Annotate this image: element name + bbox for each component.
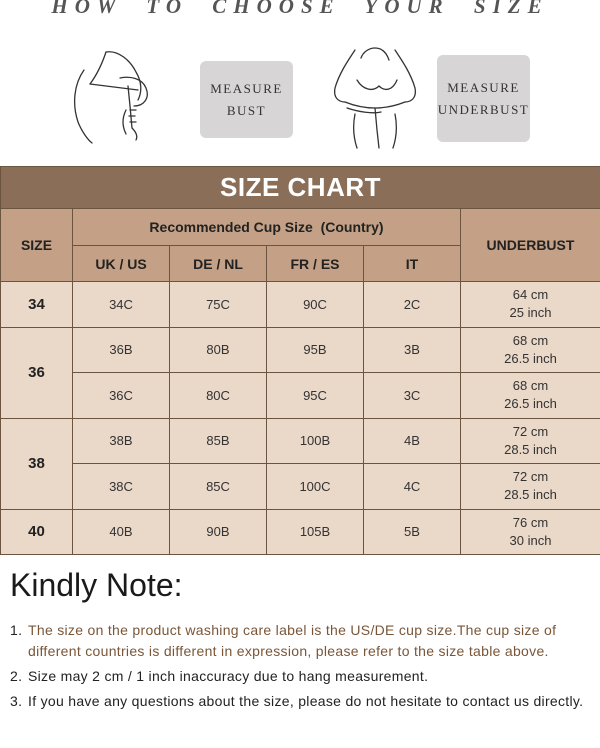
- underbust-cell: [461, 327, 600, 372]
- cup-cell: 100C: [267, 464, 364, 509]
- note-text: If you have any questions about the size, please do not hesitate to contact us directly.: [28, 693, 584, 709]
- cup-cell: 90C: [267, 282, 364, 327]
- size-cell: 40: [1, 509, 73, 554]
- underbust-cell: [461, 418, 600, 463]
- note-number: 2.: [10, 668, 23, 684]
- measure-underbust-line2: UNDERBUST: [437, 101, 530, 117]
- note-text: Size may 2 cm / 1 inch inaccuracy due to hang measurement.: [28, 668, 429, 684]
- size-cell: 36: [1, 327, 73, 418]
- note-item-1: [10, 620, 592, 662]
- underbust-cm: 72 cm: [512, 423, 549, 439]
- size-chart-table: [0, 166, 600, 555]
- measure-underbust-label: [437, 55, 530, 142]
- table-row: [1, 327, 600, 372]
- table-row: [1, 418, 600, 463]
- note-item-2: [10, 666, 592, 687]
- cup-cell: 34C: [73, 282, 170, 327]
- size-cell: 34: [1, 282, 73, 327]
- cup-cell: 105B: [267, 509, 364, 554]
- kindly-note-title: Kindly Note:: [10, 567, 183, 603]
- underbust-cm: 68 cm: [512, 332, 549, 348]
- underbust-cm: 72 cm: [512, 469, 549, 485]
- country-header-de-nl: DE / NL: [170, 245, 267, 281]
- underbust-inch: 25 inch: [509, 305, 552, 321]
- cup-cell: 85C: [170, 464, 267, 509]
- underbust-inch: 30 inch: [509, 532, 552, 548]
- cup-cell: 40B: [73, 509, 170, 554]
- cup-cell: 4C: [364, 464, 461, 509]
- recommended-cup-header: Recommended Cup Size (Country): [73, 209, 461, 245]
- measure-bust-label: [200, 61, 293, 138]
- cup-cell: 3C: [364, 373, 461, 418]
- measure-underbust-illustration: [325, 44, 425, 150]
- cup-cell: 3B: [364, 327, 461, 372]
- cup-cell: 100B: [267, 418, 364, 463]
- underbust-cell: [461, 373, 600, 418]
- cup-cell: 80B: [170, 327, 267, 372]
- cup-cell: 36C: [73, 373, 170, 418]
- table-row: [1, 282, 600, 327]
- underbust-cell: [461, 509, 600, 554]
- note-text: The size on the product washing care label is the US/DE cup size.The cup size of different countries is different in expression, please refer to the size table above.: [28, 622, 557, 659]
- measure-underbust-line1: MEASURE: [447, 79, 520, 95]
- table-row: [1, 373, 600, 418]
- page-heading: HOW TO CHOOSE YOUR SIZE: [51, 0, 549, 18]
- underbust-column-header: UNDERBUST: [461, 209, 600, 282]
- cup-cell: 95B: [267, 327, 364, 372]
- cup-cell: 85B: [170, 418, 267, 463]
- size-column-header: SIZE: [1, 209, 73, 282]
- underbust-cm: 68 cm: [512, 378, 549, 394]
- cup-cell: 38C: [73, 464, 170, 509]
- underbust-cm: 64 cm: [512, 287, 549, 303]
- underbust-cell: [461, 282, 600, 327]
- cup-cell: 95C: [267, 373, 364, 418]
- note-item-3: [10, 691, 592, 712]
- cup-cell: 80C: [170, 373, 267, 418]
- underbust-inch: 28.5 inch: [504, 487, 557, 503]
- measure-bust-illustration: [66, 48, 166, 144]
- cup-cell: 2C: [364, 282, 461, 327]
- cup-cell: 5B: [364, 509, 461, 554]
- notes-list: [10, 620, 592, 716]
- underbust-inch: 26.5 inch: [504, 396, 557, 412]
- table-row: [1, 509, 600, 554]
- cup-cell: 4B: [364, 418, 461, 463]
- underbust-inch: 28.5 inch: [504, 441, 557, 457]
- country-header-it: IT: [364, 245, 461, 281]
- country-header-fr-es: FR / ES: [267, 245, 364, 281]
- underbust-cell: [461, 464, 600, 509]
- measure-bust-line1: MEASURE: [210, 80, 283, 96]
- cup-cell: 90B: [170, 509, 267, 554]
- cup-cell: 36B: [73, 327, 170, 372]
- measure-bust-line2: BUST: [226, 102, 267, 118]
- note-number: 1.: [10, 622, 23, 638]
- underbust-cm: 76 cm: [512, 514, 549, 530]
- size-cell: 38: [1, 418, 73, 509]
- country-header-uk-us: UK / US: [73, 245, 170, 281]
- table-row: [1, 464, 600, 509]
- cup-cell: 38B: [73, 418, 170, 463]
- size-chart-title: SIZE CHART: [1, 167, 600, 209]
- underbust-inch: 26.5 inch: [504, 350, 557, 366]
- note-number: 3.: [10, 693, 23, 709]
- cup-cell: 75C: [170, 282, 267, 327]
